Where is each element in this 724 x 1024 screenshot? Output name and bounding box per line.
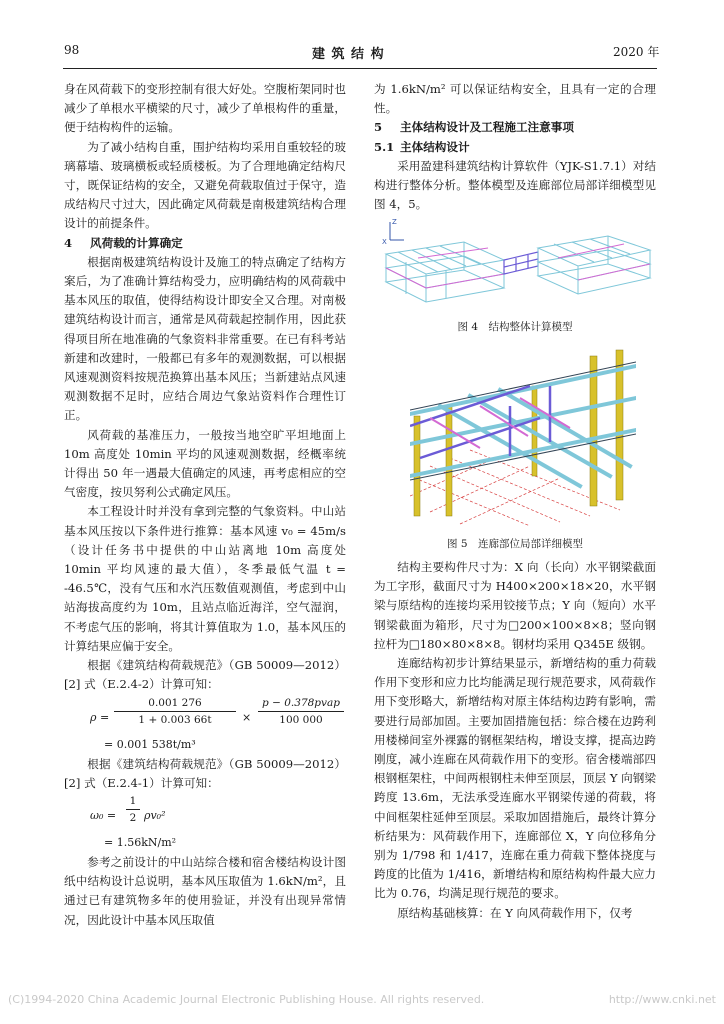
paragraph: 采用盈建科建筑结构计算软件（YJK-S1.7.1）对结构进行整体分析。整体模型及连廊部位局部详细模型见图 4，5。: [374, 158, 656, 212]
equation-wind-pressure: ω₀ = 1 2 ρv₀²: [90, 794, 166, 824]
paragraph: 根据《建筑结构荷载规范》（GB 50009—2012）[2] 式（E.2.4-2）计算可知：: [64, 658, 346, 692]
copyright-footer: [0, 993, 724, 1011]
equation-result: = 0.001 538t/m³: [104, 737, 196, 751]
figure-5-caption: 图 5 连廊部位局部详细模型: [446, 538, 584, 550]
figure-4-global-model: [378, 214, 656, 306]
left-column: [64, 80, 346, 930]
axis-z-label: Z: [392, 218, 397, 226]
issue-year: 2020 年: [613, 45, 660, 59]
section-heading-5-1: 5.1 主体结构设计: [374, 139, 470, 154]
cnki-link[interactable]: http://www.cnki.net: [608, 993, 716, 1006]
paragraph: 本工程设计时并没有拿到完整的气象资料。中山站基本风压按以下条件进行推算：基本风速 v₀ = 45m/s（设计任务书中提供的中山站离地 10m 高度处 10min 平均风速的最大值），冬季最低气温 t = -46.5℃，没有气压和水汽压数值观测值，考虑到中山站海拔高度约为 10m，且站点临近海洋，空气湿润，不考虑气压的影响，将其计算值取为 1.0，基本风压的计算结果应偏于安全。: [64, 504, 346, 653]
copyright-text: (C)1994-2020 China Academic Journal Electronic Publishing House. All rights reserved.: [8, 993, 485, 1006]
right-column-top: [374, 80, 656, 214]
journal-title: 建 筑 结 构: [312, 47, 385, 62]
page-number: 98: [64, 43, 80, 57]
paragraph: 身在风荷载下的变形控制有很大好处。空腹桁架同时也减少了单根水平横梁的尺寸，减少了单根构件的重量，便于结构构件的运输。: [64, 82, 346, 135]
equation-result: = 1.56kN/m²: [104, 835, 177, 849]
figure-4-caption: 图 4 结构整体计算模型: [457, 321, 573, 333]
paragraph: 连廊结构初步计算结果显示，新增结构的重力荷载作用下变形和应力比均能满足现行规范要求，风荷载作用下变形略大，新增结构对原主体结构边跨有影响，需要进行局部加固。主要加固措施包括：综合楼在边跨利用楼梯间室外裸露的钢框架结构，增设支撑，提高边跨刚度，减小连廊在风荷载作用下的变形。宿舍楼端部四根钢框架柱，中间两根钢柱未伸至顶层，顶层 Y 向钢梁跨度 13.6m，无法承受连廊水平钢梁传递的荷载，将中间框架柱延伸至顶层。采取加固措施后，最终计算分析结果为：风荷载作用下，连廊部位 X，Y 向位移角分别为 1/798 和 1/417，连廊在重力荷载下整体挠度与跨度的比值为 1/416，新增结构和原结构构件最大应力比为 0.76，均满足现行规范的要求。: [374, 656, 656, 901]
paragraph: 为 1.6kN/m² 可以保证结构安全，且具有一定的合理性。: [374, 82, 656, 116]
section-heading-5: 5 主体结构设计及工程施工注意事项: [374, 120, 574, 135]
header-rule: [63, 68, 657, 69]
right-column-bottom: [374, 558, 656, 923]
axis-x-label: X: [382, 238, 387, 246]
paragraph: 根据《建筑结构荷载规范》（GB 50009—2012）[2] 式（E.2.4-1）计算可知：: [64, 756, 346, 790]
paragraph: 参考之前设计的中山站综合楼和宿舍楼结构设计图纸中结构设计总说明，基本风压取值为 1.6kN/m²，且通过已有建筑物多年的使用验证，并没有出现异常情况，因此设计中基本风压取值: [64, 854, 346, 927]
paragraph: 原结构基础核算：在 Y 向风荷载作用下，仅考: [397, 905, 633, 920]
equation-air-density: ρ = 0.001 276 1 + 0.003 66t × p − 0.378pvap 100 000: [64, 695, 346, 735]
paragraph: 风荷载的基准压力，一般按当地空旷平坦地面上 10m 高度处 10min 平均的风速观测数据，经概率统计得出 50 年一遇最大值确定的风速，再考虑相应的空气密度，按贝努利公式确定风压。: [64, 427, 346, 500]
bridge-detail-image: [410, 346, 636, 526]
structural-model-image: [378, 214, 656, 306]
figure-5-bridge-detail: [410, 346, 636, 526]
paragraph: 为了减小结构自重，围护结构均采用自重较轻的玻璃幕墙、玻璃横板或轻质楼板。为了合理地确定结构尺寸，既保证结构的安全，又避免荷载取值过于保守，造成结构尺寸过大，因此确定风荷载是南极建筑结构合理设计的前提条件。: [64, 139, 346, 231]
section-heading-4: 4 风荷载的计算确定: [64, 235, 183, 250]
paragraph: 结构主要构件尺寸为：X 向（长向）水平钢梁截面为工字形，截面尺寸为 H400×200×18×20，水平钢梁与原结构的连接均采用铰接节点；Y 向（短向）水平钢梁截面为箱形，尺寸为□200×100×8×8；竖向钢拉杆为□180×80×8×8。钢材均采用 Q345E 级钢。: [374, 560, 656, 651]
paragraph: 根据南极建筑结构设计及施工的特点确定了结构方案后，为了准确计算结构受力，应明确结构的风荷载中基本风压的取值，使得结构设计即安全又合理。对南极建筑结构设计而言，通常是风荷载起控制作用，因此获得项目所在地准确的气象资料非常重要。在已有科考站新建和改建时，一般都已有多年的观测数据，可以根据风速观测资料按规范换算出基本风压；当新建站点风速观测数据不足时，应结合周边气象站资料作合理性订正。: [64, 254, 346, 423]
